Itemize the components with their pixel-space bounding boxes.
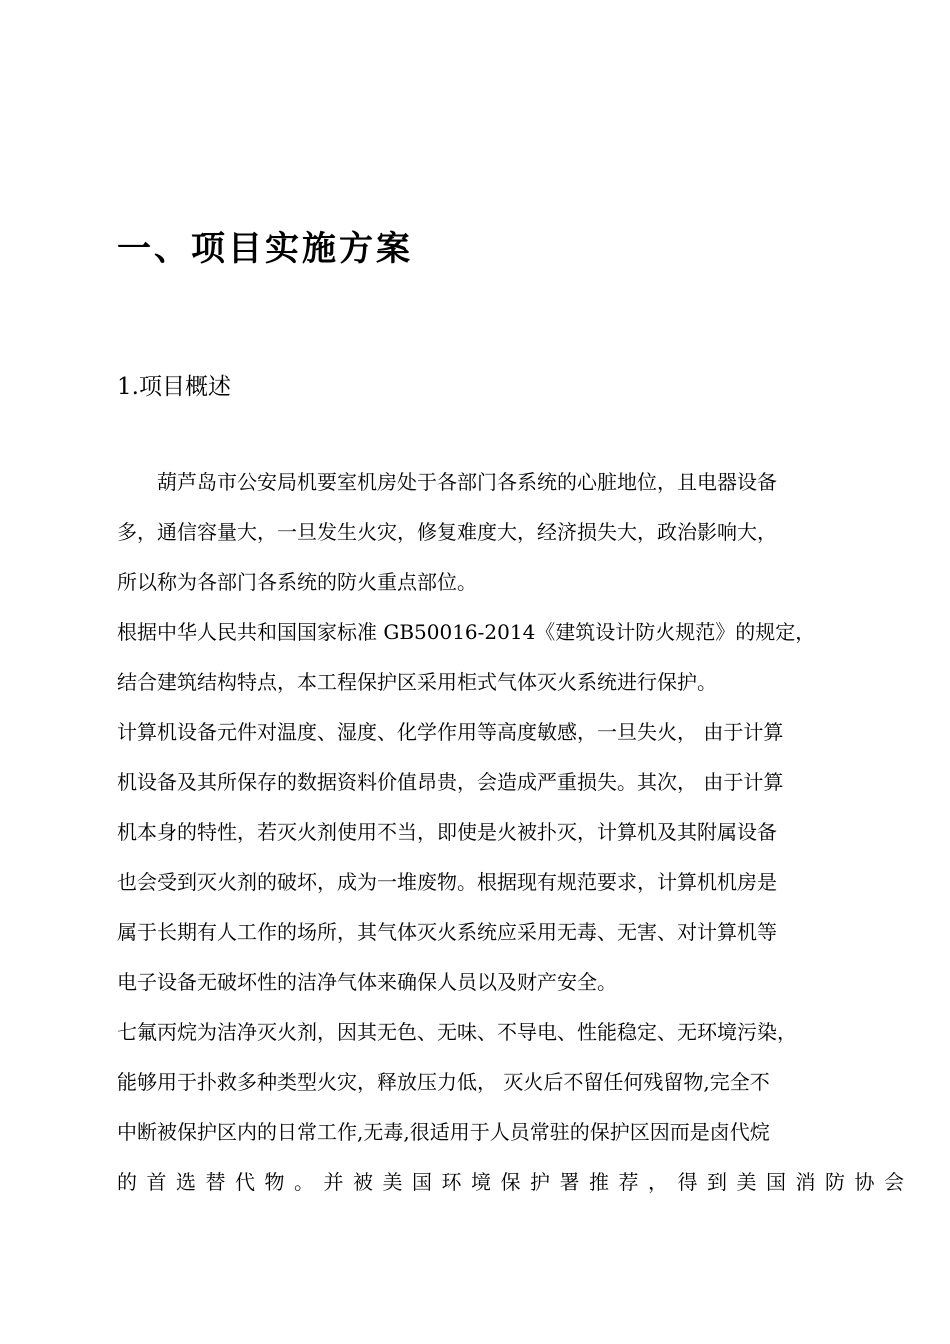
paragraph-line: 所以称为各部门各系统的防火重点部位。 — [117, 570, 477, 594]
paragraph-agent — [117, 1007, 914, 1207]
paragraph-standard — [117, 607, 877, 707]
section-title: 1.项目概述 — [117, 374, 231, 400]
paragraph-line: 根据中华人民共和国国家标准 GB50016-2014《建筑设计防火规范》的规定， — [117, 620, 816, 644]
paragraph-line: 计算机设备元件对温度、湿度、化学作用等高度敏感，一旦失火， 由于计算 — [117, 720, 784, 744]
paragraph-line: 能够用于扑救多种类型火灾，释放压力低， 灭火后不留任何残留物,完全不 — [117, 1070, 770, 1094]
paragraph-sensitivity — [117, 707, 877, 1007]
paragraph-line: 的首选替代物。并被美国环境保护署推荐，得到美国消防协会 — [117, 1170, 914, 1194]
paragraph-line: 葫芦岛市公安局机要室机房处于各部门各系统的心脏地位，且电器设备 — [157, 470, 777, 494]
paragraph-line: 属于长期有人工作的场所，其气体灭火系统应采用无毒、无害、对计算机等 — [117, 920, 777, 944]
paragraph-line: 结合建筑结构特点，本工程保护区采用柜式气体灭火系统进行保护。 — [117, 670, 717, 694]
paragraph-line: 机设备及其所保存的数据资料价值昂贵，会造成严重损失。其次， 由于计算 — [117, 770, 784, 794]
paragraph-line: 也会受到灭火剂的破坏，成为一堆废物。根据现有规范要求，计算机机房是 — [117, 870, 777, 894]
paragraph-line: 机本身的特性，若灭火剂使用不当，即使是火被扑灭，计算机及其附属设备 — [117, 820, 777, 844]
paragraph-line: 中断被保护区内的日常工作,无毒,很适用于人员常驻的保护区因而是卤代烷 — [117, 1120, 770, 1144]
paragraph-line: 多，通信容量大，一旦发生火灾，修复难度大，经济损失大，政治影响大， — [117, 520, 777, 544]
paragraph-line: 七氟丙烷为洁净灭火剂，因其无色、无味、不导电、性能稳定、无环境污染， — [117, 1020, 797, 1044]
chapter-title: 一、项目实施方案 — [117, 229, 413, 269]
paragraph-line: 电子设备无破坏性的洁净气体来确保人员以及财产安全。 — [117, 970, 617, 994]
paragraph-overview — [117, 457, 877, 607]
